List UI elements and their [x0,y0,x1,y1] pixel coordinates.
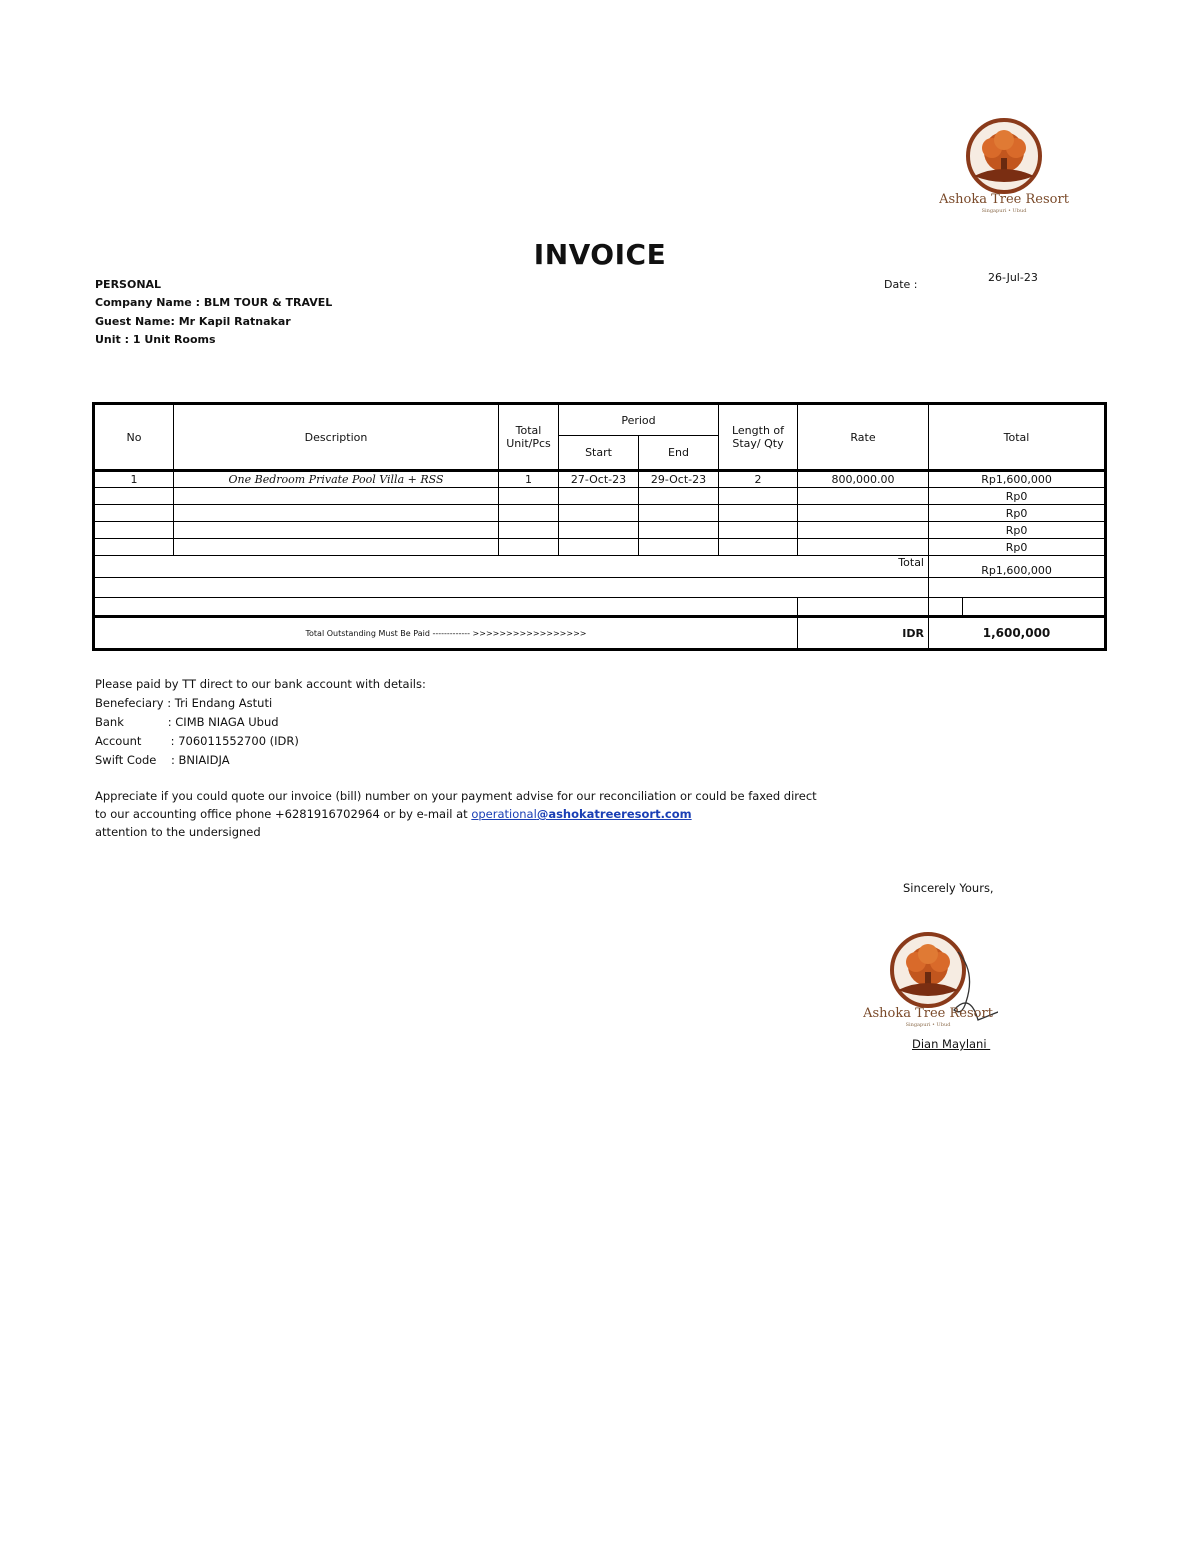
header-no: No [94,404,174,471]
header-total: Total [929,404,1106,471]
cell-end [639,522,719,539]
stamp-logo-subtitle: Singapuri • Ubud [905,1022,951,1028]
cell-total: Rp1,600,000 [929,471,1106,488]
header-total-unit: Total Unit/Pcs [499,404,559,471]
note-line-2-text: to our accounting office phone +6281916702964 or by e-mail at [95,807,472,821]
cell-units [499,539,559,556]
beneficiary-line: Benefeciary : Tri Endang Astuti [95,696,273,710]
header-period: Period [559,404,719,436]
currency-label: IDR [798,617,929,650]
cell-start: 27-Oct-23 [559,471,639,488]
swift-line: Swift Code : BNIAIDJA [95,753,230,767]
note-line-3: attention to the undersigned [95,825,261,839]
note-line-1: Appreciate if you could quote our invoice (bill) number on your payment advise for our reconciliation or could be faxed direct [95,789,817,803]
stamp-logo-name: Ashoka Tree Resort [863,1006,993,1021]
outstanding-label: Total Outstanding Must Be Paid ------------- >>>>>>>>>>>>>>>>> [94,617,798,650]
cell-end [639,505,719,522]
header-end: End [639,436,719,471]
guest-name: Guest Name: Mr Kapil Ratnakar [95,315,291,328]
table-row [94,505,1106,522]
cell-units [499,505,559,522]
cell-qty [719,522,798,539]
subtotal-value: Rp1,600,000 [929,556,1106,578]
cell-end [639,488,719,505]
cell-qty [719,539,798,556]
email-domain: @ashokatreeresort.com [536,807,692,821]
header-start: Start [559,436,639,471]
cell-rate [798,505,929,522]
payment-note [95,787,817,841]
cell-rate [798,539,929,556]
email-user: operational [471,807,537,821]
cell-total: Rp0 [929,505,1106,522]
cell-rate [798,522,929,539]
note-line-2 [95,805,817,823]
payment-intro: Please paid by TT direct to our bank account with details: [95,677,426,691]
table-row [94,488,1106,505]
blank-row [94,578,929,598]
table-row [94,539,1106,556]
cell-end [639,539,719,556]
date-label: Date : [884,278,918,291]
cell-start [559,488,639,505]
outstanding-value: 1,600,000 [929,617,1106,650]
unit-info: Unit : 1 Unit Rooms [95,333,216,346]
cell-qty [719,488,798,505]
header-rate: Rate [798,404,929,471]
blank-cell [929,598,963,617]
blank-cell [798,598,929,617]
cell-no [94,522,174,539]
cell-qty [719,505,798,522]
cell-start [559,539,639,556]
cell-units [499,522,559,539]
cell-total: Rp0 [929,539,1106,556]
header-description: Description [174,404,499,471]
subtotal-label: Total [94,556,929,578]
signer-name: Dian Maylani [912,1037,991,1051]
signature-stamp [858,932,998,1032]
cell-description: One Bedroom Private Pool Villa + RSS [174,471,499,488]
cell-description [174,488,499,505]
personal-label: PERSONAL [95,278,162,291]
cell-qty: 2 [719,471,798,488]
closing-sincerely: Sincerely Yours, [903,881,994,895]
cell-no [94,505,174,522]
cell-units [499,488,559,505]
payment-details [95,675,426,770]
cell-end: 29-Oct-23 [639,471,719,488]
cell-description [174,522,499,539]
blank-cell [929,578,1106,598]
cell-no [94,539,174,556]
cell-units: 1 [499,471,559,488]
logo-subtitle: Singapuri • Ubud [981,208,1027,214]
invoice-table [92,402,1107,651]
account-line: Account : 706011552700 (IDR) [95,734,299,748]
email-link[interactable] [471,807,691,821]
cell-start [559,522,639,539]
date-value: 26-Jul-23 [988,271,1038,284]
cell-rate [798,488,929,505]
table-row [94,522,1106,539]
header-length: Length of Stay/ Qty [719,404,798,471]
cell-total: Rp0 [929,488,1106,505]
resort-logo [934,118,1074,218]
logo-name: Ashoka Tree Resort [939,192,1069,207]
table-row [94,471,1106,488]
cell-description [174,505,499,522]
page-title: INVOICE [533,238,667,271]
cell-total: Rp0 [929,522,1106,539]
bank-line: Bank : CIMB NIAGA Ubud [95,715,279,729]
blank-cell [963,598,1106,617]
cell-no [94,488,174,505]
cell-start [559,505,639,522]
cell-no: 1 [94,471,174,488]
company-name: Company Name : BLM TOUR & TRAVEL [95,296,333,309]
cell-description [174,539,499,556]
cell-rate: 800,000.00 [798,471,929,488]
blank-row [94,598,798,617]
